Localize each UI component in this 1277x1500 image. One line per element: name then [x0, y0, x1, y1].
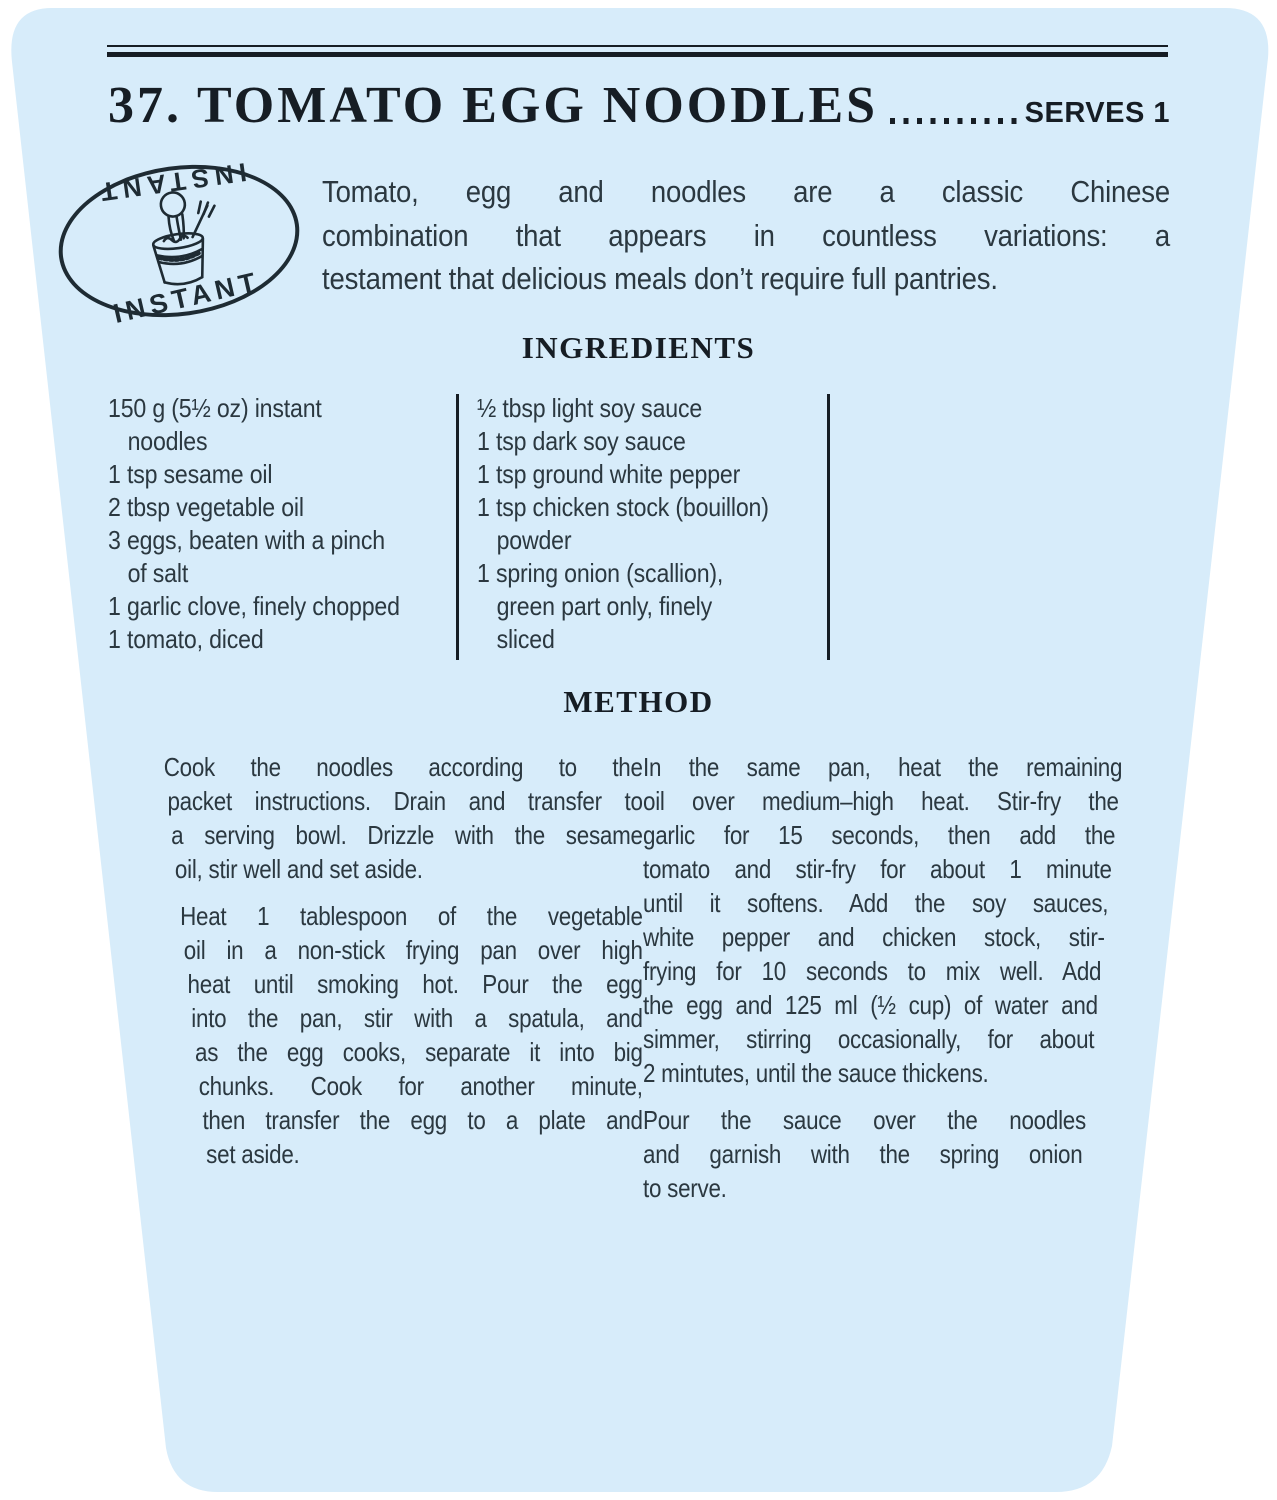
ingredients-divider-1 [456, 394, 459, 660]
method-paragraph [643, 1103, 1126, 1205]
text-line: until it softens. Add the soy sauces, [643, 888, 1109, 918]
text-line: combination that appears in countless variations: a [322, 217, 1170, 253]
text-line: garlic for 15 seconds, then add the [643, 820, 1116, 850]
ingredient-line: sliced [496, 624, 555, 654]
text-line: oil in a non-stick frying pan over high [183, 935, 643, 965]
text-line: In the same pan, heat the remaining [643, 752, 1123, 782]
ingredient-line: noodles [127, 426, 208, 456]
text-line: Heat 1 tablespoon of the vegetable [180, 901, 643, 931]
method-paragraph [643, 750, 1126, 1090]
dotted-leader [890, 118, 1017, 124]
ingredient-line: ½ tbsp light soy sauce [477, 393, 703, 423]
text-line: oil, stir well and set aside. [174, 854, 423, 884]
ingredient-line: 1 spring onion (scallion), [477, 558, 724, 588]
ingredients-divider-2 [827, 394, 830, 660]
page-title: 37. TOMATO EGG NOODLES [108, 77, 879, 134]
text-line: a serving bowl. Drizzle with the sesame [171, 820, 643, 850]
text-line: and garnish with the spring onion [643, 1139, 1083, 1169]
text-line: into the pan, stir with a spatula, and [191, 1003, 643, 1033]
ingredient-line: 3 eggs, beaten with a pinch [108, 525, 385, 555]
text-line: Cook the noodles according to the [163, 752, 643, 782]
text-line: testament that delicious meals don’t require full pantries. [322, 261, 998, 296]
text-line: heat until smoking hot. Pour the egg [187, 969, 643, 999]
ingredient-line: 1 tsp sesame oil [108, 459, 273, 489]
text-line: the egg and 125 ml (½ cup) of water and [643, 990, 1098, 1020]
text-line: oil over medium–high heat. Stir-fry the [643, 786, 1119, 816]
stamp-text-bottom: INSTANT [110, 265, 264, 329]
method-column-left [160, 750, 643, 1220]
text-line: set aside. [206, 1139, 300, 1169]
ingredient-line: of salt [127, 558, 189, 588]
text-line: to serve. [643, 1173, 727, 1203]
ingredient-line: 1 garlic clove, finely chopped [108, 591, 400, 621]
method-heading: METHOD [563, 684, 714, 719]
method-paragraph [160, 899, 643, 1171]
text-line: simmer, stirring occasionally, for about [643, 1024, 1095, 1054]
text-line: packet instructions. Drain and transfer to [167, 786, 643, 816]
ingredient-line: 1 tomato, diced [108, 624, 264, 654]
text-line: frying for 10 seconds to mix well. Add [643, 956, 1102, 986]
method-column-right [643, 750, 1126, 1220]
ingredient-line: green part only, finely [496, 591, 713, 621]
stamp-text-top: INSTANT [93, 157, 249, 209]
ingredient-line: powder [496, 525, 572, 555]
ingredient-line: 2 tbsp vegetable oil [108, 492, 304, 522]
text-line: Tomato, egg and noodles are a classic Chinese [322, 174, 1170, 209]
ingredient-line: 1 tsp chicken stock (bouillon) [477, 492, 769, 522]
ingredient-line: 1 tsp ground white pepper [477, 459, 741, 489]
text-line: tomato and stir-fry for about 1 minute [643, 854, 1112, 884]
method-paragraph [160, 750, 643, 886]
intro-text [322, 170, 1170, 301]
serves-label: SERVES 1 [1024, 97, 1170, 129]
ingredient-line: 150 g (5½ oz) instant [108, 393, 322, 423]
text-line: white pepper and chicken stock, stir- [643, 922, 1105, 952]
ingredients-heading: INGREDIENTS [521, 330, 756, 365]
text-line: Pour the sauce over the noodles [643, 1105, 1086, 1135]
text-line: chunks. Cook for another minute, [198, 1071, 643, 1101]
header-double-rule [107, 45, 1168, 57]
text-line: 2 mintutes, until the sauce thickens. [643, 1058, 989, 1088]
ingredients-column-right [477, 392, 824, 656]
title-row [108, 77, 1170, 134]
ingredients-column-left [108, 392, 455, 656]
ingredient-line: 1 tsp dark soy sauce [477, 426, 686, 456]
text-line: as the egg cooks, separate it into big [194, 1037, 643, 1067]
text-line: then transfer the egg to a plate and [202, 1105, 643, 1135]
